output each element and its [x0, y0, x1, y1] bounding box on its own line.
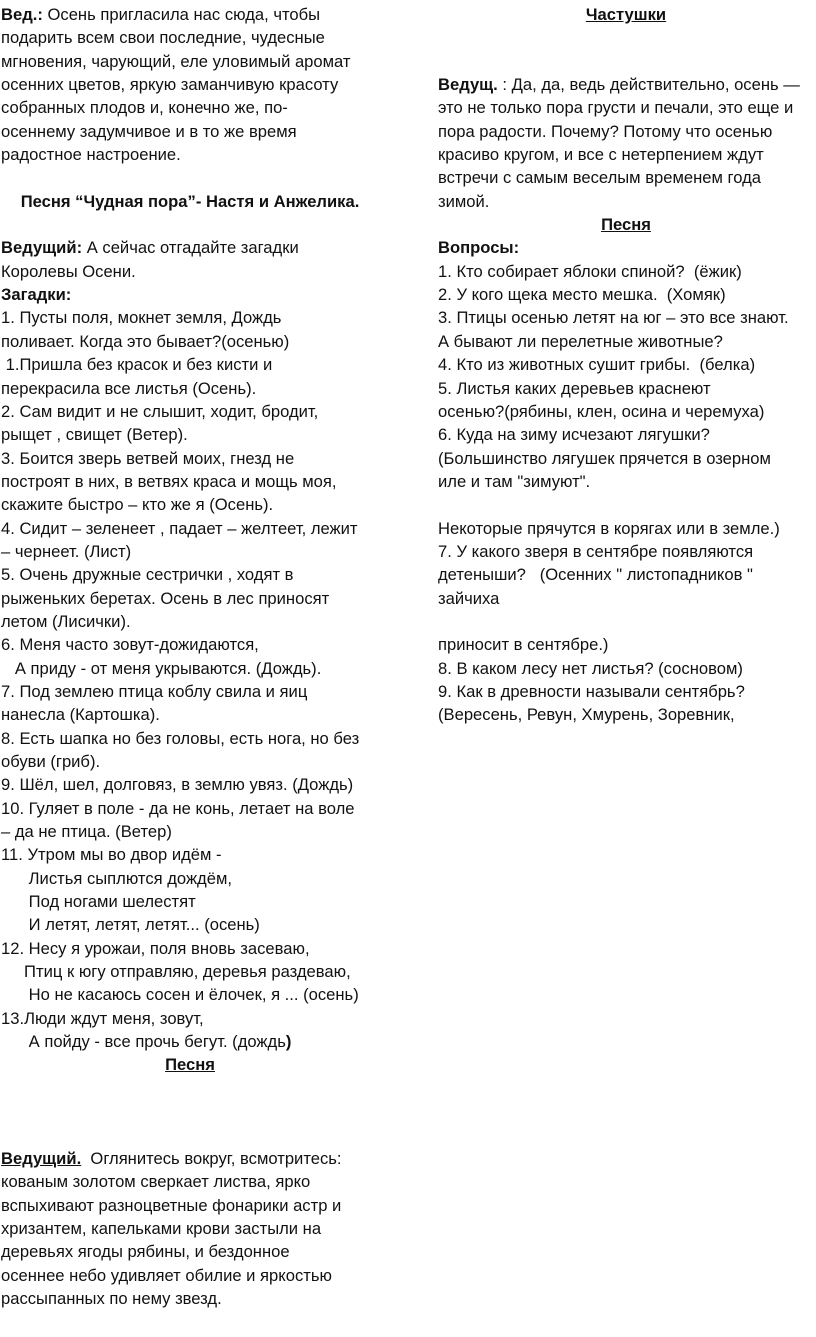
riddle-line: 1. Пусты поля, мокнет земля, Дождь: [1, 308, 282, 328]
left-column: [1, 3, 379, 1310]
riddle-line: скажите быстро – кто же я (Осень).: [1, 495, 274, 515]
song-title: Песня “Чудная пора”- Настя и Анжелика.: [20, 191, 360, 211]
riddle-line: рыженьких беретах. Осень в лес приносят: [1, 588, 330, 608]
question-line: (Вересень, Ревун, Хмурень, Зоревник,: [438, 705, 735, 725]
question-line: 9. Как в древности называли сентябрь?: [438, 681, 745, 701]
question-line: зайчиха: [438, 588, 500, 608]
question-line: 4. Кто из животных сушит грибы. (белка): [438, 355, 756, 375]
outro-line-1: Ведущий. Оглянитесь вокруг, всмотритесь:: [1, 1148, 342, 1168]
intro-line-2: подарить всем свои последние, чудесные: [1, 28, 325, 48]
question-line: иле и там "зимуют".: [438, 471, 591, 491]
riddle-line: Под ногами шелестят: [1, 892, 196, 912]
host-line-4: красиво кругом, и все с нетерпением ждут: [438, 145, 764, 165]
riddle-line: Но не касаюсь сосен и ёлочек, я ... (осень): [1, 985, 359, 1005]
intro-line-7: радостное настроение.: [1, 145, 181, 165]
riddle-line: обуви (гриб).: [1, 752, 101, 771]
questions-heading: Вопросы:: [438, 238, 520, 258]
spacer: [438, 493, 814, 516]
spacer: [438, 610, 814, 633]
outro-line-6: осеннее небо удивляет обилие и яркостью: [1, 1265, 332, 1285]
riddle-line: А приду - от меня укрываются. (Дождь).: [1, 658, 322, 678]
host-line-1: Ведущ. : Да, да, ведь действительно, осень —: [438, 75, 800, 95]
spacer: [438, 26, 814, 49]
chastushki-title: Частушки: [585, 5, 667, 24]
riddle-line: 5. Очень дружные сестрички , ходят в: [1, 565, 294, 585]
riddle-line: 6. Меня часто зовут-дожидаются,: [1, 635, 259, 655]
outro-line-5: деревьях ягоды рябины, и бездонное: [1, 1242, 290, 1262]
question-line: детеныши? (Осенних " листопадников ": [438, 565, 753, 585]
riddle-line: летом (Лисички).: [1, 611, 131, 631]
riddle-line: поливает. Когда это бывает?(осенью): [1, 331, 290, 351]
riddle-line: 1.Пришла без красок и без кисти и: [1, 355, 273, 375]
riddle-line: 11. Утром мы во двор идём -: [1, 845, 222, 865]
riddle-line: 9. Шёл, шел, долговяз, в землю увяз. (Дождь): [1, 775, 354, 795]
spacer: [1, 166, 379, 189]
song-label: Песня: [601, 215, 651, 235]
host-line-2: это не только пора грусти и печали, это еще и: [438, 98, 794, 118]
riddle-line: 4. Сидит – зеленеет , падает – желтеет, лежит: [1, 518, 358, 538]
riddle-line: 13.Люди ждут меня, зовут,: [1, 1008, 204, 1028]
riddle-line: построят в них, в ветвях краса и мощь моя,: [1, 471, 337, 491]
question-line: приносит в сентябре.): [438, 635, 609, 655]
outro-line-3: вспыхивают разноцветные фонарики астр и: [1, 1195, 342, 1215]
intro-line-6: осеннему задумчивое и в то же время: [1, 121, 297, 141]
riddle-line: 7. Под землею птица коблу свила и яиц: [1, 681, 308, 701]
riddle-intro-speaker: Ведущий:: [1, 238, 83, 258]
question-line: Некоторые прячутся в корягах или в земле.): [438, 518, 780, 538]
intro-line-4: осенних цветов, яркую заманчивую красоту: [1, 75, 339, 95]
question-line: 1. Кто собирает яблоки спиной? (ёжик): [438, 261, 742, 281]
spacer: [1, 1124, 379, 1147]
host-line-3: пора радости. Почему? Потому что осенью: [438, 121, 773, 141]
spacer: [1, 1077, 379, 1100]
riddle-line: Птиц к югу отправляю, деревья раздеваю,: [1, 962, 351, 982]
intro-line-1: Вед.: Осень пригласила нас сюда, чтобы: [1, 5, 321, 24]
riddle-line: 10. Гуляет в поле - да не конь, летает на воле: [1, 798, 355, 818]
riddle-line: Листья сыплются дождём,: [1, 868, 232, 888]
question-line: (Большинство лягушек прячется в озерном: [438, 448, 771, 468]
outro-line-4: хризантем, капельками крови застыли на: [1, 1218, 322, 1238]
question-line: 6. Куда на зиму исчезают лягушки?: [438, 425, 710, 445]
riddle-intro-line-2: Королевы Осени.: [1, 261, 136, 281]
question-line: 7. У какого зверя в сентябре появляются: [438, 541, 754, 561]
host-speaker: Ведущ.: [438, 75, 498, 95]
riddle-line: рыщет , свищет (Ветер).: [1, 425, 188, 445]
riddle-line: А пойду - все прочь бегут. (дождь): [1, 1032, 292, 1052]
riddle-line: 8. Есть шапка но без головы, есть нога, но без: [1, 728, 360, 748]
riddle-line: нанесла (Картошка).: [1, 705, 160, 725]
intro-line-3: мгновения, чарующий, еле уловимый аромат: [1, 51, 351, 71]
riddle-intro-line-1: Ведущий: А сейчас отгадайте загадки: [1, 238, 299, 258]
host-line-6: зимой.: [438, 191, 490, 211]
outro-line-2: кованым золотом сверкает листва, ярко: [1, 1172, 311, 1192]
spacer: [1, 213, 379, 236]
intro-line-5: собранных плодов и, конечно же, по-: [1, 98, 288, 118]
riddles-heading: Загадки:: [1, 285, 72, 305]
question-line: А бывают ли перелетные животные?: [438, 331, 723, 351]
question-line: 5. Листья каких деревьев краснеют: [438, 378, 711, 398]
riddle-line: И летят, летят, летят... (осень): [1, 915, 260, 935]
question-line: 3. Птицы осенью летят на юг – это все знают.: [438, 308, 789, 328]
outro-speaker: Ведущий.: [1, 1148, 82, 1168]
riddle-line: – чернеет. (Лист): [1, 541, 132, 561]
riddle-line: 3. Боится зверь ветвей моих, гнезд не: [1, 448, 295, 468]
riddle-line: перекрасила все листья (Осень).: [1, 378, 257, 398]
song-label: Песня: [165, 1055, 215, 1075]
riddle-line: – да не птица. (Ветер): [1, 822, 172, 842]
spacer: [438, 50, 814, 73]
intro-speaker: Вед.:: [1, 5, 43, 24]
riddle-line: 2. Сам видит и не слышит, ходит, бродит,: [1, 401, 319, 421]
question-line: 2. У кого щека место мешка. (Хомяк): [438, 285, 726, 305]
outro-line-7: рассыпанных по нему звезд.: [1, 1288, 222, 1308]
host-line-5: встречи с самым веселым временем года: [438, 168, 761, 188]
question-line: 8. В каком лесу нет листья? (сосновом): [438, 658, 743, 678]
riddle-line: 12. Несу я урожаи, поля вновь засеваю,: [1, 938, 310, 958]
right-column: [438, 3, 814, 727]
spacer: [1, 1100, 379, 1123]
question-line: осенью?(рябины, клен, осина и черемуха): [438, 401, 765, 421]
